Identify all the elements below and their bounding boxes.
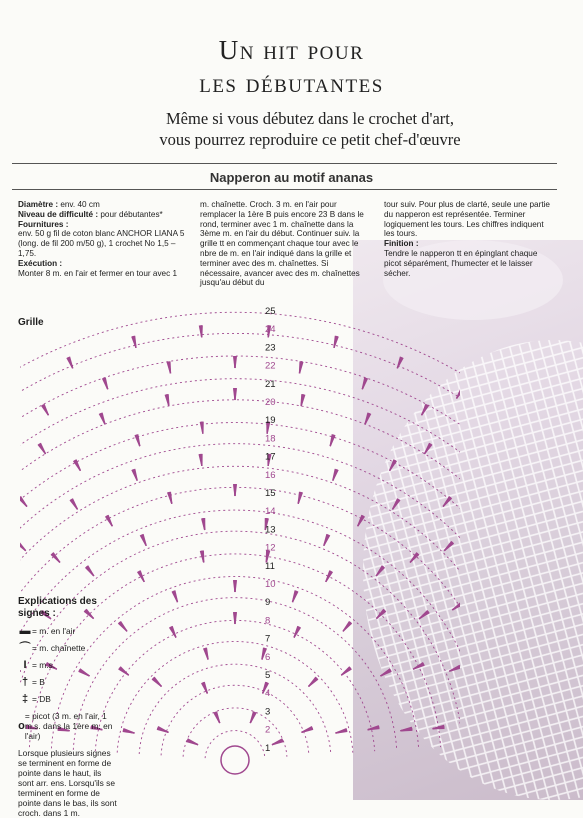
round-number: 5 xyxy=(265,670,270,681)
stitch-fan xyxy=(449,665,460,671)
legend-item xyxy=(18,711,118,741)
round-number: 1 xyxy=(265,743,270,754)
stitch-fan xyxy=(362,378,367,390)
stitch-fan xyxy=(452,602,460,610)
difficulty-label: Niveau de difficulté : xyxy=(18,210,98,219)
stitch-fan xyxy=(38,443,46,454)
stitch-fan xyxy=(376,566,384,576)
lead-line-2: vous pourrez reproduire ce petit chef-d'œuvre xyxy=(60,129,560,150)
legend-item xyxy=(18,626,118,636)
stitch-fan xyxy=(326,571,333,582)
center-ring xyxy=(221,746,249,774)
stitch-fan xyxy=(390,460,397,471)
legend-text: = m. en l'air xyxy=(32,626,75,636)
round-number: 11 xyxy=(265,561,275,572)
round-number: 14 xyxy=(265,506,276,517)
divider-bottom xyxy=(12,189,557,190)
round-number: 25 xyxy=(265,306,276,317)
stitch-fan xyxy=(419,610,429,618)
chain-arc xyxy=(183,708,287,757)
finishing-label: Finition : xyxy=(384,239,419,248)
legend-text: = m. chaînette xyxy=(32,643,85,653)
round-number: 22 xyxy=(265,361,276,372)
stitch-fan xyxy=(138,571,145,582)
round-number: 17 xyxy=(265,452,276,463)
stitch-fan xyxy=(368,726,380,730)
single-crochet-icon: I xyxy=(18,660,32,670)
finishing-value: Tendre le napperon tt en épinglant chaque picot séparément, l'humecter et le laisser sécher. xyxy=(384,249,554,278)
stitch-fan xyxy=(333,469,338,481)
round-number: 20 xyxy=(265,397,276,408)
stitch-mark xyxy=(400,730,412,731)
stitch-fan xyxy=(70,499,78,510)
stitch-fan xyxy=(85,566,93,576)
stitch-fan xyxy=(457,388,461,399)
stitch-fan xyxy=(20,541,26,550)
round-number: 13 xyxy=(265,524,276,535)
round-number: 3 xyxy=(265,706,270,717)
lead-line-1: Même si vous débutez dans le crochet d'art, xyxy=(60,108,560,129)
stitch-fan xyxy=(309,677,319,687)
difficulty-value: pour débutantes* xyxy=(98,210,163,219)
legend-item xyxy=(18,677,118,687)
stitch-fan xyxy=(103,378,108,390)
stitch-fan xyxy=(118,621,127,631)
stitch-fan xyxy=(99,413,105,425)
stitch-fan xyxy=(413,663,424,670)
chain-stitch-icon: ▬ xyxy=(18,626,32,636)
stitch-fan xyxy=(422,404,429,415)
stitch-fan xyxy=(187,739,199,745)
stitch-fan xyxy=(234,356,237,368)
instructions-column xyxy=(200,200,372,288)
stitch-mark xyxy=(336,731,348,733)
finishing-intro: tour suiv. Pour plus de clarté, seule une partie du napperon est représentée. Terminer logiquement les tours. Les chiffres indiquent les tours. xyxy=(384,200,554,239)
stitch-fan xyxy=(42,404,49,415)
round-number: 19 xyxy=(265,415,276,426)
stitch-fan xyxy=(443,496,452,506)
legend-text: = DB xyxy=(32,694,51,704)
stitch-fan xyxy=(324,534,330,546)
stitch-fan xyxy=(202,518,205,530)
stitch-mark xyxy=(170,361,171,373)
legend-note: Lorsque plusieurs signes se terminent en forme de pointe dans le haut, ils sont arr. ens. Lorsqu'ils se terminent en forme de pointe dans le bas, ils sont croch. dans 1 m. xyxy=(18,748,118,818)
treble-crochet-icon: ‡ xyxy=(18,694,32,704)
stitch-fan xyxy=(400,727,412,731)
legend-item xyxy=(18,694,118,704)
execution-label: Exécution : xyxy=(18,259,62,268)
stitch-fan xyxy=(358,515,365,526)
stitch-mark xyxy=(202,325,203,337)
round-number: 4 xyxy=(265,688,270,699)
chain-arc xyxy=(161,685,309,755)
supplies-value: env. 50 g fil de coton blanc ANCHOR LIANA 5 (long. de fil 200 m/50 g), 1 crochet No 1,5 – 1,75. xyxy=(18,229,190,258)
stitch-fan xyxy=(172,590,177,602)
round-number: 23 xyxy=(265,342,276,353)
round-number: 18 xyxy=(265,433,276,444)
stitch-fan xyxy=(234,388,237,400)
stitch-fan xyxy=(234,612,237,624)
round-number: 24 xyxy=(265,324,276,335)
stitch-fan xyxy=(272,739,284,745)
round-number: 6 xyxy=(265,652,270,663)
legend-item xyxy=(18,643,118,653)
stitch-mark xyxy=(168,394,169,406)
chain-arc xyxy=(205,731,265,759)
stitch-fan xyxy=(67,357,73,369)
stitch-fan xyxy=(444,541,453,550)
stitch-fan xyxy=(365,413,371,425)
title-line-1: Un hit pour xyxy=(0,34,583,67)
round-number: 2 xyxy=(265,725,270,736)
diameter-label: Diamètre : xyxy=(18,200,58,209)
stitch-fan xyxy=(294,626,301,637)
specs-column xyxy=(18,200,190,278)
legend-text: = picot (3 m. en l'air, 1 m.s. dans la 1ère m. en l'air) xyxy=(25,711,118,741)
legend-title: Explications des signes : xyxy=(18,596,118,620)
stitch-fan xyxy=(376,609,386,619)
title-line-2: les débutantes xyxy=(0,67,583,100)
stitch-fan xyxy=(199,325,202,337)
execution-value: Monter 8 m. en l'air et fermer en tour avec 1 xyxy=(18,269,190,279)
finishing-column xyxy=(384,200,554,278)
stitch-fan xyxy=(167,361,170,373)
round-number: 15 xyxy=(265,488,276,499)
stitch-fan xyxy=(165,394,169,406)
legend-text: = B xyxy=(32,677,45,687)
supplies-label: Fournitures : xyxy=(18,220,69,229)
chain-arc xyxy=(95,620,374,751)
lead-text xyxy=(60,108,560,150)
stitch-fan xyxy=(106,515,113,526)
stitch-fan xyxy=(234,580,237,592)
stitch-fan xyxy=(140,534,146,546)
stitch-fan xyxy=(393,499,401,510)
round-number: 16 xyxy=(265,470,276,481)
divider-top xyxy=(12,163,557,164)
picot-icon: o xyxy=(18,721,25,731)
round-number: 9 xyxy=(265,597,270,608)
stitch-fan xyxy=(123,729,135,734)
stitch-fan xyxy=(20,496,27,506)
stitch-fan xyxy=(425,443,433,454)
round-number: 12 xyxy=(265,543,276,554)
legend-item xyxy=(18,660,118,670)
stitch-fan xyxy=(234,484,237,496)
stitch-fan xyxy=(381,669,392,676)
stitch-fan xyxy=(298,492,302,504)
stitch-mark xyxy=(206,648,208,660)
stitch-fan xyxy=(200,422,203,434)
double-crochet-icon: † xyxy=(18,677,32,687)
round-number: 7 xyxy=(265,634,270,645)
stitch-fan xyxy=(132,469,137,481)
stitch-fan xyxy=(119,667,129,676)
stitch-fan xyxy=(343,621,352,631)
slip-stitch-icon: ⌒ xyxy=(18,643,32,653)
stitch-fan xyxy=(250,712,256,724)
round-number: 10 xyxy=(265,579,276,590)
stitch-fan xyxy=(74,460,81,471)
stitch-fan xyxy=(168,492,172,504)
stitch-fan xyxy=(152,677,162,687)
stitch-fan xyxy=(293,590,298,602)
stitch-fan xyxy=(300,361,303,373)
stitch-fan xyxy=(170,626,177,637)
stitch-fan xyxy=(204,648,209,660)
legend-text: = m.s. xyxy=(32,660,55,670)
stitch-fan xyxy=(341,667,351,676)
chain-arc xyxy=(117,641,353,752)
stitch-fan xyxy=(336,729,348,734)
stitch-fan xyxy=(199,454,202,466)
chain-arc xyxy=(139,664,331,754)
instructions-text: m. chaînette. Croch. 3 m. en l'air pour remplacer la 1ère B puis encore 23 B dans le rond, terminer avec 1 m. chaînette dans la 3ème m. en l'air du début. Continuer suiv. la grille tt en commençant chaque tour avec le nbre de m. en l'air indiqué dans la grille et terminer avec des m. chaînettes. Si nécessaire, avancer avec des m. chaînettes jusqu'au début du xyxy=(200,200,372,288)
stitch-fan xyxy=(397,357,403,369)
legend xyxy=(18,596,118,818)
section-title: Napperon au motif ananas xyxy=(0,170,583,185)
stitch-fan xyxy=(302,727,314,733)
page-title xyxy=(0,34,583,100)
round-number: 8 xyxy=(265,615,270,626)
stitch-fan xyxy=(214,712,220,724)
round-number: 21 xyxy=(265,379,276,390)
grille-label: Grille xyxy=(18,317,44,328)
stitch-fan xyxy=(301,394,305,406)
diameter-value: env. 40 cm xyxy=(58,200,100,209)
